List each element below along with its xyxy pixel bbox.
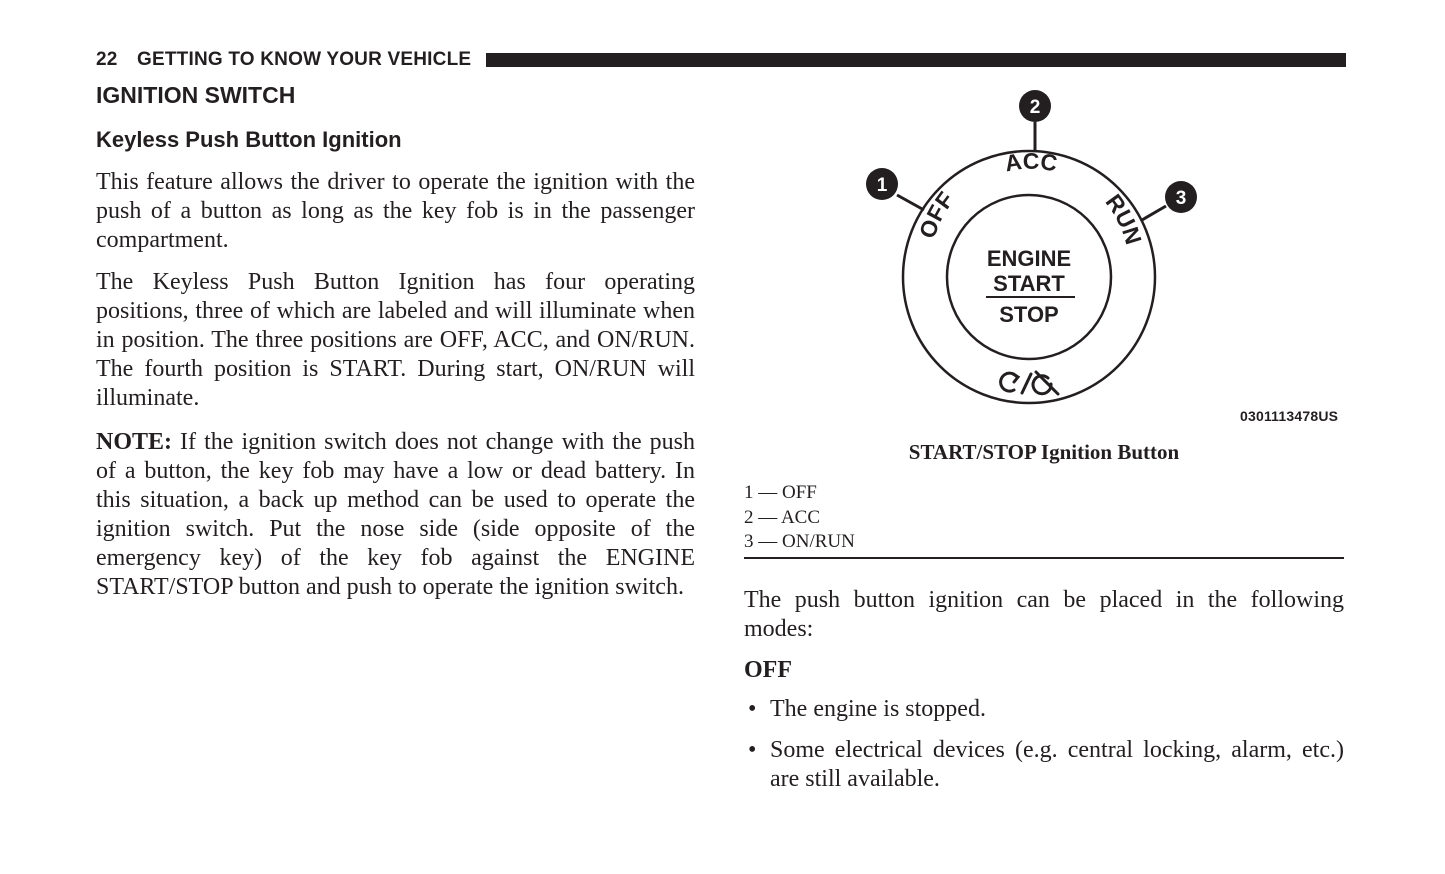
callout-3-label: 3 — [1175, 188, 1187, 209]
list-item-text: Some electrical devices (e.g. central locking, alarm, etc.) are still available. — [770, 737, 1344, 792]
callout-3 — [1142, 181, 1197, 220]
button-text-start: START — [993, 271, 1065, 296]
legend-item: 3 — ON/RUN — [744, 531, 855, 552]
ring-label-run: RUN — [1100, 189, 1147, 248]
list-item — [744, 695, 1344, 724]
note-paragraph — [96, 428, 695, 602]
legend-item: 1 — OFF — [744, 482, 817, 503]
list-item — [744, 736, 1344, 794]
list-item-text: The engine is stopped. — [770, 696, 986, 722]
header-rule — [486, 53, 1346, 67]
button-text-engine: ENGINE — [986, 246, 1072, 271]
legend-divider — [744, 557, 1344, 559]
ignition-button-illustration — [850, 85, 1345, 430]
bullet-icon: • — [748, 696, 757, 722]
subsection-heading: Keyless Push Button Ignition — [96, 127, 402, 152]
ring-label-off: OFF — [913, 186, 959, 242]
figure-image-code: 0301113478US — [1240, 408, 1339, 424]
callout-1-label: 1 — [876, 175, 888, 196]
note-label: NOTE: — [96, 429, 173, 455]
callout-1 — [866, 168, 924, 210]
page-number: 22 — [96, 49, 118, 70]
left-column — [96, 168, 695, 615]
bullet-icon: • — [748, 737, 757, 763]
modes-intro: The push button ignition can be placed in the following modes: — [744, 587, 1344, 642]
paragraph-intro: This feature allows the driver to operate the ignition with the push of a button as long as the key fob is in the passenger compartment. — [96, 169, 695, 253]
note-text: If the ignition switch does not change with the push of a button, the key fob may have a low or dead battery. In this situation, a back up method can be used to operate the ignition switch. Put the nose side (side opposite of the emergency key) of the key fob against the ENGINE START/STOP button and push to operate the ignition switch. — [96, 429, 695, 600]
mode-off-list — [744, 695, 1344, 794]
stop-start-off-icon — [1001, 372, 1058, 394]
mode-title-off: OFF — [744, 657, 792, 683]
right-column — [744, 586, 1344, 806]
figure-caption: START/STOP Ignition Button — [908, 440, 1180, 464]
paragraph-positions: The Keyless Push Button Ignition has four operating positions, three of which are labeled and will illuminate when in position. The three positions are OFF, ACC, and ON/RUN. The fourth position is START. During start, ON/RUN will illuminate. — [96, 269, 695, 411]
figure-legend — [744, 481, 1344, 555]
callout-2-label: 2 — [1029, 97, 1041, 118]
callout-2 — [1019, 90, 1051, 150]
section-title: GETTING TO KNOW YOUR VEHICLE — [137, 49, 472, 70]
button-text-stop: STOP — [999, 302, 1059, 327]
section-heading: IGNITION SWITCH — [96, 82, 296, 108]
legend-item: 2 — ACC — [744, 506, 821, 528]
ring-label-acc: ACC — [1002, 147, 1060, 177]
